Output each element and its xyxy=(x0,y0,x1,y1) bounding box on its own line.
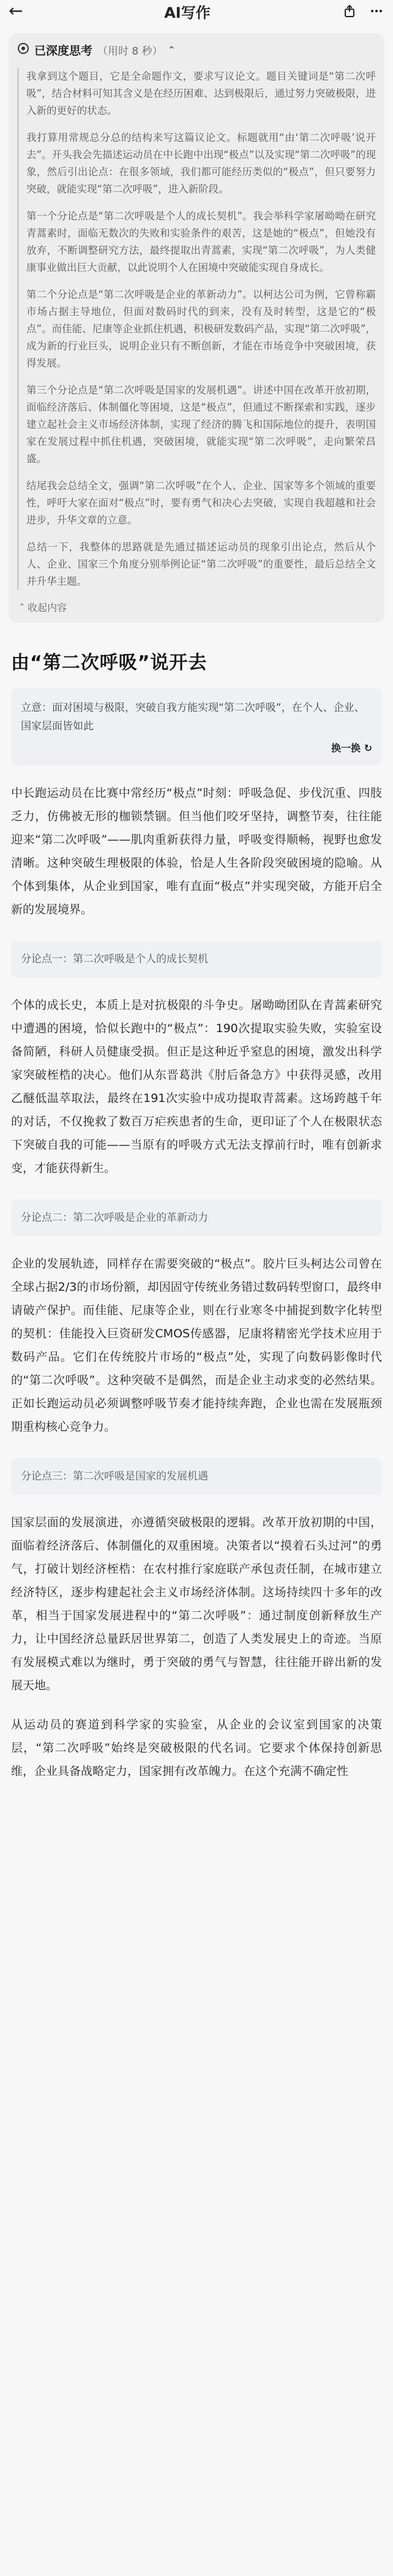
refresh-icon: ↻ xyxy=(364,742,372,754)
section-paragraph: 个体的成长史，本质上是对抗极限的斗争史。屠呦呦团队在青蒿素研究中遭遇的困境，恰似长跑中的“极点”：190次提取实验失败，实验室设备简陋，科研人员健康受损。但正是这种近乎窒息的困境，激发出科学家突破桎梏的决心。他们从东晋葛洪《肘后备急方》中获得灵感，改用乙醚低温萃取法，最终在191次实验中成功提取青蒿素。这场跨越千年的对话，不仅挽救了数百万疟疾患者的生命，更印证了个人在极限状态下突破自我的可能——当原有的呼吸方式无法支撑前行时，唯有创新求变，才能获得新生。 xyxy=(11,998,382,1175)
thesis-box xyxy=(11,688,382,766)
essay-title: 由“第二次呼吸”说开去 xyxy=(11,652,208,674)
chevron-up-icon[interactable]: ⌃ xyxy=(167,44,176,56)
deep-thinking-panel xyxy=(9,33,384,623)
collapse-button[interactable] xyxy=(17,600,376,614)
thinking-time: （用时 8 秒） xyxy=(97,45,163,58)
thinking-icon xyxy=(17,42,29,58)
thesis-text: 立意：面对困境与极限，突破自我方能实现“第二次呼吸”，在个人、企业、国家层面皆如此 xyxy=(21,702,365,732)
more-icon[interactable] xyxy=(369,3,384,19)
chevron-up-icon: ˄ xyxy=(20,602,24,614)
intro-paragraph: 中长跑运动员在比赛中常经历“极点”时刻：呼吸急促、步伐沉重、四肢乏力，仿佛被无形的枷锁禁锢。但当他们咬牙坚持，调整节奏，往往能迎来“第二次呼吸”——肌肉重新获得力量，呼吸变得顺畅，视野也愈发清晰。这种突破生理极限的体验，恰是人生各阶段突破困境的隐喻。从个体到集体，从企业到国家，唯有直面“极点”并实现突破，方能开启全新的发展境界。 xyxy=(11,786,382,916)
share-icon[interactable] xyxy=(342,3,357,19)
section-heading: 分论点三：第二次呼吸是国家的发展机遇 xyxy=(11,1458,382,1495)
thinking-paragraph: 结尾我会总结全文，强调“第二次呼吸”在个人、企业、国家等多个领域的重要性，呼吁大家在面对“极点”时，要有勇气和决心去突破，实现自我超越和社会进步，升华文章的立意。 xyxy=(26,480,376,526)
thinking-paragraph: 我拿到这个题目，它是全命题作文，要求写议论文。题目关键词是“第二次呼吸”，结合材料可知其含义是在经历困难、达到极限后，通过努力突破极限，进入新的更好的状态。 xyxy=(26,70,376,116)
section-heading: 分论点一：第二次呼吸是个人的成长契机 xyxy=(11,941,382,978)
thinking-label: 已深度思考 xyxy=(34,44,93,58)
thinking-paragraph: 第一个分论点是“第二次呼吸是个人的成长契机”。我会举科学家屠呦呦在研究青蒿素时，面临无数次的失败和实验条件的艰苦，这是她的“极点”，但她没有放弃，不断调整研究方法，最终提取出青蒿素，实现“第二次呼吸”，为人类健康事业做出巨大贡献，以此说明个人在困境中突破能实现自身成长。 xyxy=(26,210,376,273)
section-paragraph: 国家层面的发展演进，亦遵循突破极限的逻辑。改革开放初期的中国，面临着经济落后、体制僵化的双重困境。决策者以“摸着石头过河”的勇气，打破计划经济桎梏：在农村推行家庭联产承包责任制，在城市建立经济特区，逐步构建起社会主义市场经济体制。这场持续四十多年的改革，相当于国家发展进程中的“第二次呼吸”：通过制度创新释放生产力，让中国经济总量跃居世界第二，创造了人类发展史上的奇迹。当原有发展模式难以为继时，勇于突破的勇气与智慧，往往能开辟出新的发展天地。 xyxy=(11,1516,382,1692)
swap-label: 换一换 xyxy=(331,742,361,754)
collapse-label: 收起内容 xyxy=(28,602,67,614)
thinking-paragraph: 我打算用常规总分总的结构来写这篇议论文。标题就用“由‘第二次呼吸’说开去”。开头我会先描述运动员在中长跑中出现“极点”以及实现“第二次呼吸”的现象，然后引出论点：在很多领域，我们都可能经历类似的“极点”，但只要努力突破，就能实现“第二次呼吸”，进入新阶段。 xyxy=(26,132,376,195)
page-title: AI写作 xyxy=(164,4,211,21)
thinking-paragraph: 第二个分论点是“第二次呼吸是企业的革新动力”。以柯达公司为例，它曾称霸市场占据主导地位，但面对数码时代的到来，没有及时转型，这是它的“极点”。而佳能、尼康等企业抓住机遇，积极研发数码产品，实现“第二次呼吸”，成为新的行业巨头，说明企业只有不断创新，才能在市场竞争中突破困境，获得发展。 xyxy=(26,289,376,369)
section-heading: 分论点二：第二次呼吸是企业的革新动力 xyxy=(11,1199,382,1236)
essay-content xyxy=(0,647,393,1783)
swap-button[interactable] xyxy=(21,740,372,754)
arrow-left-icon[interactable]: ← xyxy=(9,1,23,21)
conclusion-paragraph: 从运动员的赛道到科学家的实验室，从企业的会议室到国家的决策层，“第二次呼吸”始终是突破极限的代名词。它要求个体保持创新思维，企业具备战略定力，国家拥有改革魄力。在这个充满不确定性 xyxy=(11,1718,382,1778)
section-paragraph: 企业的发展轨迹，同样存在需要突破的“极点”。胶片巨头柯达公司曾在全球占据2/3的市场份额，却因固守传统业务错过数码转型窗口，最终申请破产保护。而佳能、尼康等企业，则在行业寒冬中捕捉到数字化转型的契机：佳能投入巨资研发CMOS传感器，尼康将精密光学技术应用于数码产品。它们在传统胶片市场的“极点”处，实现了向数码影像时代的“第二次呼吸”。这种突破不是偶然，而是企业主动求变的必然结果。正如长跑运动员必须调整呼吸节奏才能持续奔跑，企业也需在发展瓶颈期重构核心竞争力。 xyxy=(11,1257,382,1434)
thinking-content xyxy=(17,68,376,590)
thinking-paragraph: 第三个分论点是“第二次呼吸是国家的发展机遇”。讲述中国在改革开放初期，面临经济落后、体制僵化等困境，这是“极点”，但通过不断探索和实践，逐步建立起社会主义市场经济体制，实现了经济的腾飞和国际地位的提升，表明国家在发展过程中抓住机遇，突破困境，就能实现“第二次呼吸”，走向繁荣昌盛。 xyxy=(26,384,376,465)
top-bar xyxy=(0,0,393,22)
thinking-header[interactable] xyxy=(17,42,376,58)
thinking-paragraph: 总结一下，我整体的思路就是先通过描述运动员的现象引出论点，然后从个人、企业、国家三个角度分别举例论证“第二次呼吸”的重要性，最后总结全文并升华主题。 xyxy=(26,541,376,587)
top-actions xyxy=(342,3,384,19)
